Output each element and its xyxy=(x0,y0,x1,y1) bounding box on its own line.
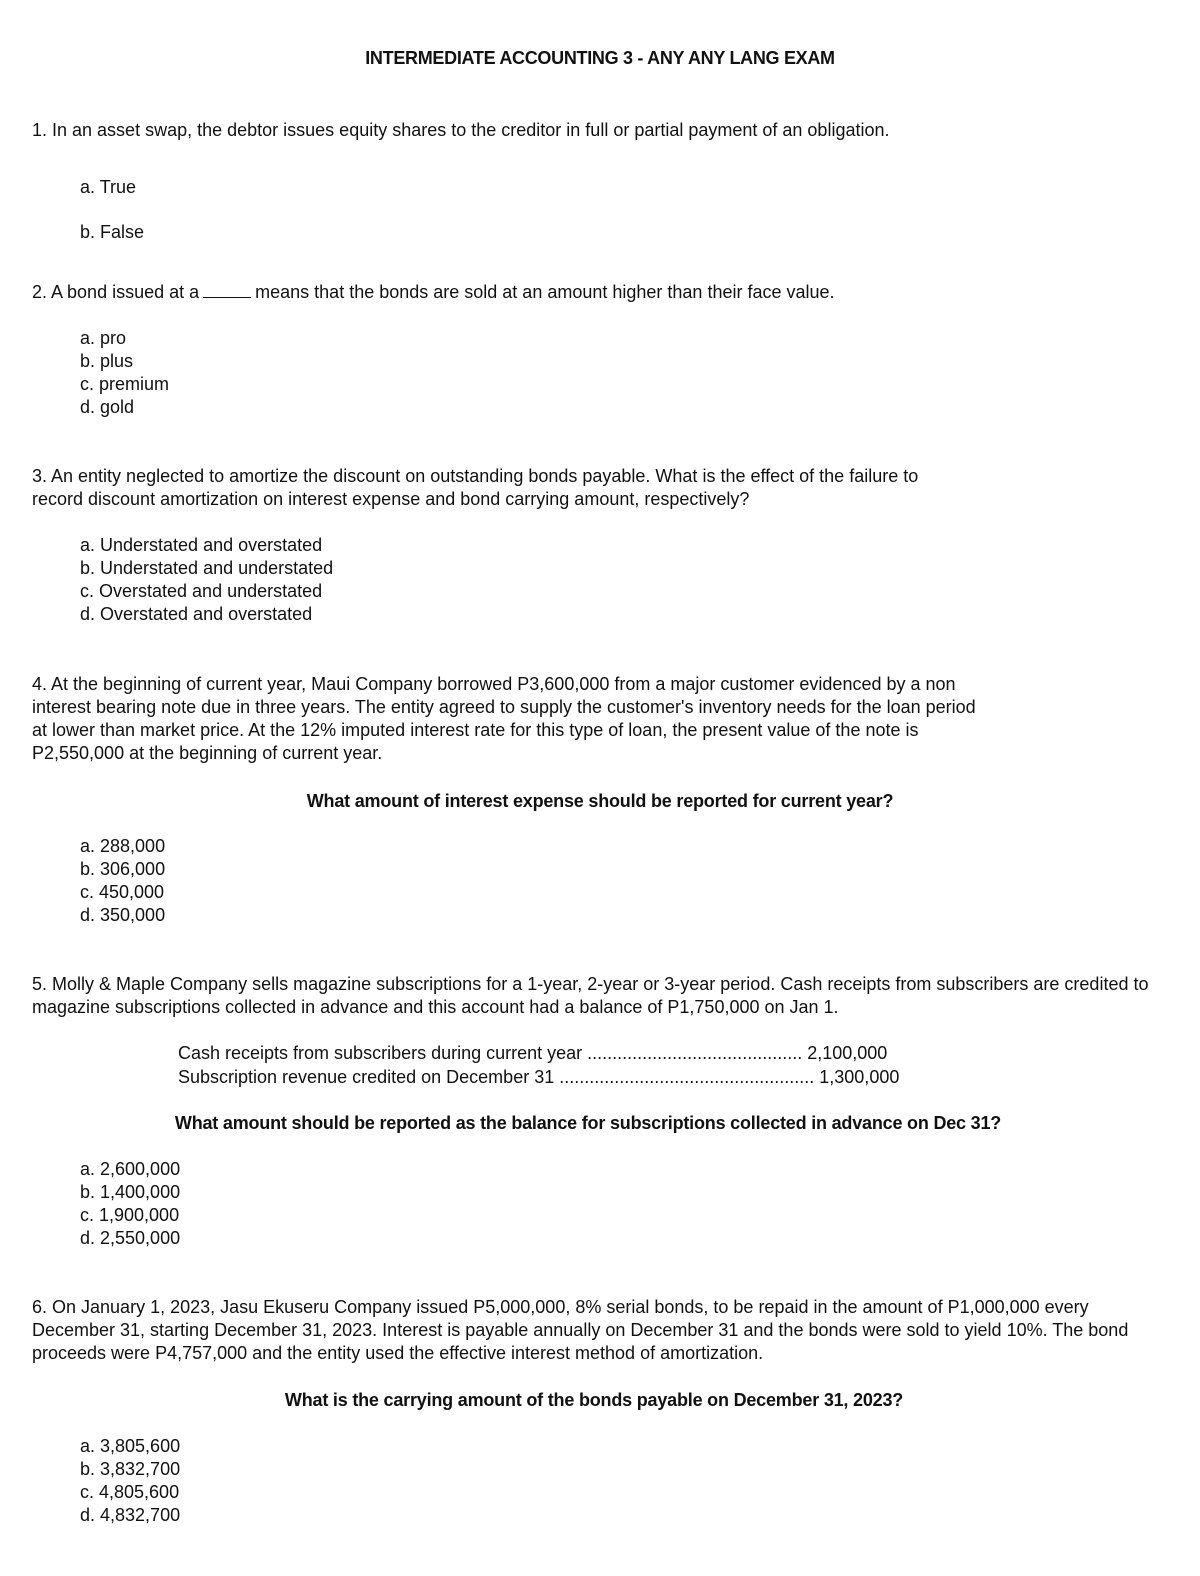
ledger-row: Subscription revenue credited on December 31 ................................................... 1,300,000 xyxy=(178,1067,900,1087)
question-5-prompt: What amount should be reported as the balance for subscriptions collected in advance on Dec 31? xyxy=(174,1113,1002,1133)
option[interactable]: d. 4,832,700 xyxy=(80,1505,181,1525)
option[interactable]: a. True xyxy=(80,177,137,197)
option[interactable]: c. premium xyxy=(80,374,170,394)
answer-blank xyxy=(203,283,251,298)
option[interactable]: c. 4,805,600 xyxy=(80,1482,180,1502)
option[interactable]: b. Understated and understated xyxy=(80,558,334,578)
ledger-row: Cash receipts from subscribers during current year ........................................... 2,100,000 xyxy=(178,1043,888,1063)
question-3-options xyxy=(80,534,333,626)
option[interactable]: b. 3,832,700 xyxy=(80,1459,181,1479)
question-1-options xyxy=(80,165,144,255)
question-2-text-after: means that the bonds are sold at an amount higher than their face value. xyxy=(255,282,835,302)
option[interactable]: d. gold xyxy=(80,397,135,417)
option[interactable]: d. 2,550,000 xyxy=(80,1228,181,1248)
option[interactable]: d. 350,000 xyxy=(80,905,166,925)
question-4-options xyxy=(80,835,165,927)
question-6-options xyxy=(80,1435,180,1527)
option[interactable]: c. Overstated and understated xyxy=(80,581,323,601)
option[interactable]: a. Understated and overstated xyxy=(80,535,323,555)
question-2-text xyxy=(32,281,1162,304)
question-5-text: 5. Molly & Maple Company sells magazine subscriptions for a 1-year, 2-year or 3-year period. Cash receipts from subscribers are credited to magazine subscriptions collected in advance and this account had a balance of P1,750,000 on Jan 1. xyxy=(32,974,1149,1017)
question-6-prompt: What is the carrying amount of the bonds payable on December 31, 2023? xyxy=(284,1390,904,1410)
option[interactable]: a. pro xyxy=(80,328,127,348)
question-4-prompt: What amount of interest expense should be reported for current year? xyxy=(306,791,894,811)
option[interactable]: b. 1,400,000 xyxy=(80,1182,181,1202)
option[interactable]: a. 288,000 xyxy=(80,836,166,856)
question-5-ledger xyxy=(178,1041,899,1089)
option[interactable]: d. Overstated and overstated xyxy=(80,604,313,624)
option[interactable]: b. False xyxy=(80,222,145,242)
option[interactable]: a. 2,600,000 xyxy=(80,1159,181,1179)
question-5-options xyxy=(80,1158,180,1250)
question-6-text: 6. On January 1, 2023, Jasu Ekuseru Company issued P5,000,000, 8% serial bonds, to be repaid in the amount of P1,000,000 every December 31, starting December 31, 2023. Interest is payable annually on December 31 and the bonds were sold to yield 10%. The bond proceeds were P4,757,000 and the entity used the effective interest method of amortization. xyxy=(32,1297,1129,1363)
question-3-text: 3. An entity neglected to amortize the discount on outstanding bonds payable. What is the effect of the failure to record discount amortization on interest expense and bond carrying amount, respectively? xyxy=(32,466,919,509)
question-2-text-before: 2. A bond issued at a xyxy=(32,282,200,302)
question-1-text: 1. In an asset swap, the debtor issues equity shares to the creditor in full or partial payment of an obligation. xyxy=(32,120,890,140)
question-4-text: 4. At the beginning of current year, Maui Company borrowed P3,600,000 from a major customer evidenced by a non interest bearing note due in three years. The entity agreed to supply the customer's inventory needs for the loan period at lower than market price. At the 12% imputed interest rate for this type of loan, the present value of the note is P2,550,000 at the beginning of current year. xyxy=(32,674,976,763)
option[interactable]: a. 3,805,600 xyxy=(80,1436,181,1456)
page-title: INTERMEDIATE ACCOUNTING 3 - ANY ANY LANG EXAM xyxy=(365,48,835,68)
option[interactable]: b. 306,000 xyxy=(80,859,166,879)
option[interactable]: b. plus xyxy=(80,351,134,371)
option[interactable]: c. 1,900,000 xyxy=(80,1205,180,1225)
question-2-options xyxy=(80,327,169,419)
option[interactable]: c. 450,000 xyxy=(80,882,165,902)
